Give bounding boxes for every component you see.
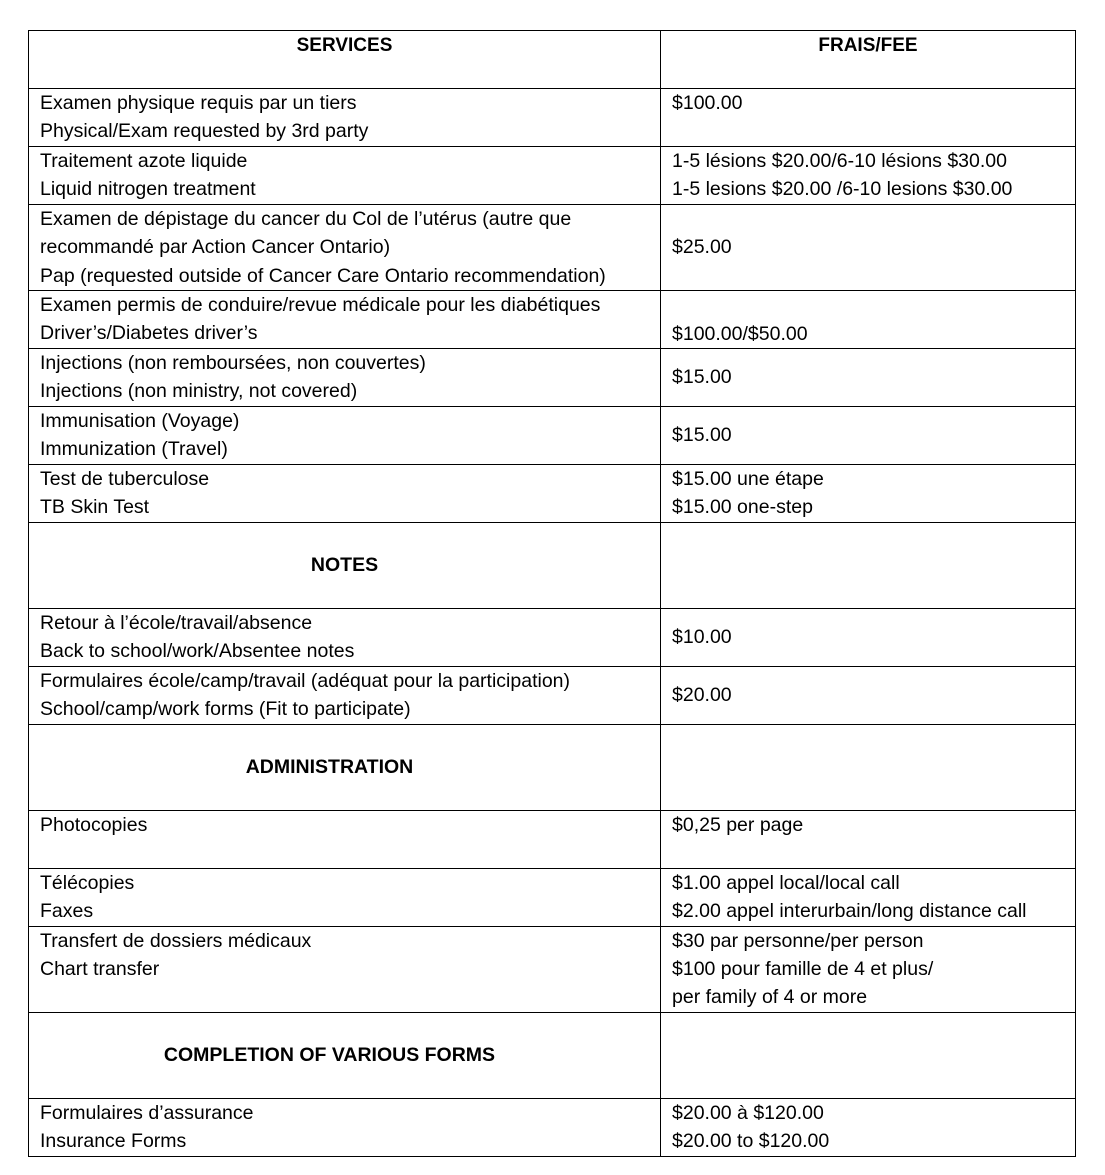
service-fr: Photocopies (40, 814, 148, 836)
fee-value: 1-5 lesions $20.00 /6-10 lesions $30.00 (672, 178, 1013, 201)
service-en: Injections (non ministry, not covered) (40, 380, 358, 403)
table-row (29, 89, 1076, 147)
service-cell (29, 811, 661, 869)
service-en: Faxes (40, 900, 94, 923)
fee-value: $20.00 to $120.00 (672, 1130, 830, 1153)
service-cell (29, 291, 661, 349)
service-cell (29, 869, 661, 927)
fee-value: per family of 4 or more (672, 986, 868, 1009)
fee-cell (661, 407, 1076, 465)
service-en: Immunization (Travel) (40, 438, 228, 461)
service-en: Liquid nitrogen treatment (40, 178, 256, 201)
service-cell (29, 927, 661, 1013)
fee-value: $2.00 appel interurbain/long distance call (672, 900, 1027, 923)
service-cell (29, 609, 661, 667)
service-en: Back to school/work/Absentee notes (40, 640, 355, 663)
fee-value: $10.00 (672, 626, 732, 649)
fee-value: $25.00 (672, 236, 732, 259)
fee-cell (661, 465, 1076, 523)
fee-cell (661, 205, 1076, 291)
table-row (29, 927, 1076, 1013)
service-fr: Transfert de dossiers médicaux (40, 930, 312, 952)
fee-value: 1-5 lésions $20.00/6-10 lésions $30.00 (672, 150, 1007, 172)
fee-value: $1.00 appel local/local call (672, 872, 900, 894)
fee-value: $20.00 à $120.00 (672, 1102, 824, 1124)
services-header: SERVICES (29, 31, 661, 89)
fee-value: $15.00 one-step (672, 496, 813, 519)
service-fr: Télécopies (40, 872, 135, 894)
service-cell (29, 1099, 661, 1157)
service-line: Pap (requested outside of Cancer Care Ontario recommendation) (40, 264, 606, 287)
fee-value: $20.00 (672, 684, 732, 707)
fee-value: $100.00 (672, 92, 743, 114)
fee-cell (661, 89, 1076, 147)
service-cell (29, 205, 661, 291)
service-en: Physical/Exam requested by 3rd party (40, 120, 369, 143)
table-row (29, 407, 1076, 465)
section-row-forms (29, 1013, 1076, 1099)
fee-cell (661, 1099, 1076, 1157)
fee-value: $15.00 (672, 366, 732, 389)
service-line: recommandé par Action Cancer Ontario) (40, 236, 391, 259)
section-title-forms: COMPLETION OF VARIOUS FORMS (29, 1013, 661, 1099)
fee-cell (661, 927, 1076, 1013)
section-row-notes (29, 523, 1076, 609)
section-row-administration (29, 725, 1076, 811)
fee-value: $100.00/$50.00 (672, 322, 808, 345)
service-cell (29, 89, 661, 147)
fee-value: $30 par personne/per person (672, 930, 924, 952)
service-cell (29, 349, 661, 407)
service-line: Examen de dépistage du cancer du Col de l’utérus (autre que (40, 208, 572, 231)
table-row (29, 349, 1076, 407)
service-cell (29, 667, 661, 725)
service-en: TB Skin Test (40, 496, 150, 519)
fee-cell (661, 667, 1076, 725)
fee-header: FRAIS/FEE (661, 31, 1076, 89)
fee-schedule-table (28, 30, 1076, 1157)
service-en: Chart transfer (40, 958, 160, 981)
table-row (29, 465, 1076, 523)
fee-value: $15.00 une étape (672, 468, 824, 490)
service-cell (29, 407, 661, 465)
table-row (29, 609, 1076, 667)
fee-value: $100 pour famille de 4 et plus/ (672, 958, 934, 981)
section-title-notes: NOTES (29, 523, 661, 609)
fee-cell (661, 869, 1076, 927)
table-row (29, 869, 1076, 927)
fee-cell (661, 291, 1076, 349)
service-cell (29, 465, 661, 523)
section-title-administration: ADMINISTRATION (29, 725, 661, 811)
service-fr: Injections (non remboursées, non couvertes) (40, 352, 426, 374)
service-fr: Formulaires école/camp/travail (adéquat pour la participation) (40, 670, 571, 692)
service-en: School/camp/work forms (Fit to participate) (40, 698, 411, 721)
fee-cell (661, 349, 1076, 407)
service-fr: Traitement azote liquide (40, 150, 248, 172)
table-row (29, 291, 1076, 349)
service-fr: Formulaires d’assurance (40, 1102, 254, 1124)
table-row (29, 667, 1076, 725)
fee-value: $15.00 (672, 424, 732, 447)
table-row (29, 811, 1076, 869)
table-row (29, 205, 1076, 291)
service-fr: Immunisation (Voyage) (40, 410, 240, 432)
table-header-row (29, 31, 1076, 89)
service-fr: Examen permis de conduire/revue médicale pour les diabétiques (40, 294, 601, 316)
service-cell (29, 147, 661, 205)
section-fee-empty (661, 523, 1076, 609)
service-en: Insurance Forms (40, 1130, 187, 1153)
service-fr: Examen physique requis par un tiers (40, 92, 357, 114)
fee-value: $0,25 per page (672, 814, 804, 836)
fee-cell (661, 811, 1076, 869)
table-row (29, 147, 1076, 205)
service-fr: Test de tuberculose (40, 468, 210, 490)
service-fr: Retour à l’école/travail/absence (40, 612, 313, 634)
section-fee-empty (661, 1013, 1076, 1099)
fee-cell (661, 147, 1076, 205)
service-en: Driver’s/Diabetes driver’s (40, 322, 258, 345)
table-row (29, 1099, 1076, 1157)
section-fee-empty (661, 725, 1076, 811)
fee-cell (661, 609, 1076, 667)
